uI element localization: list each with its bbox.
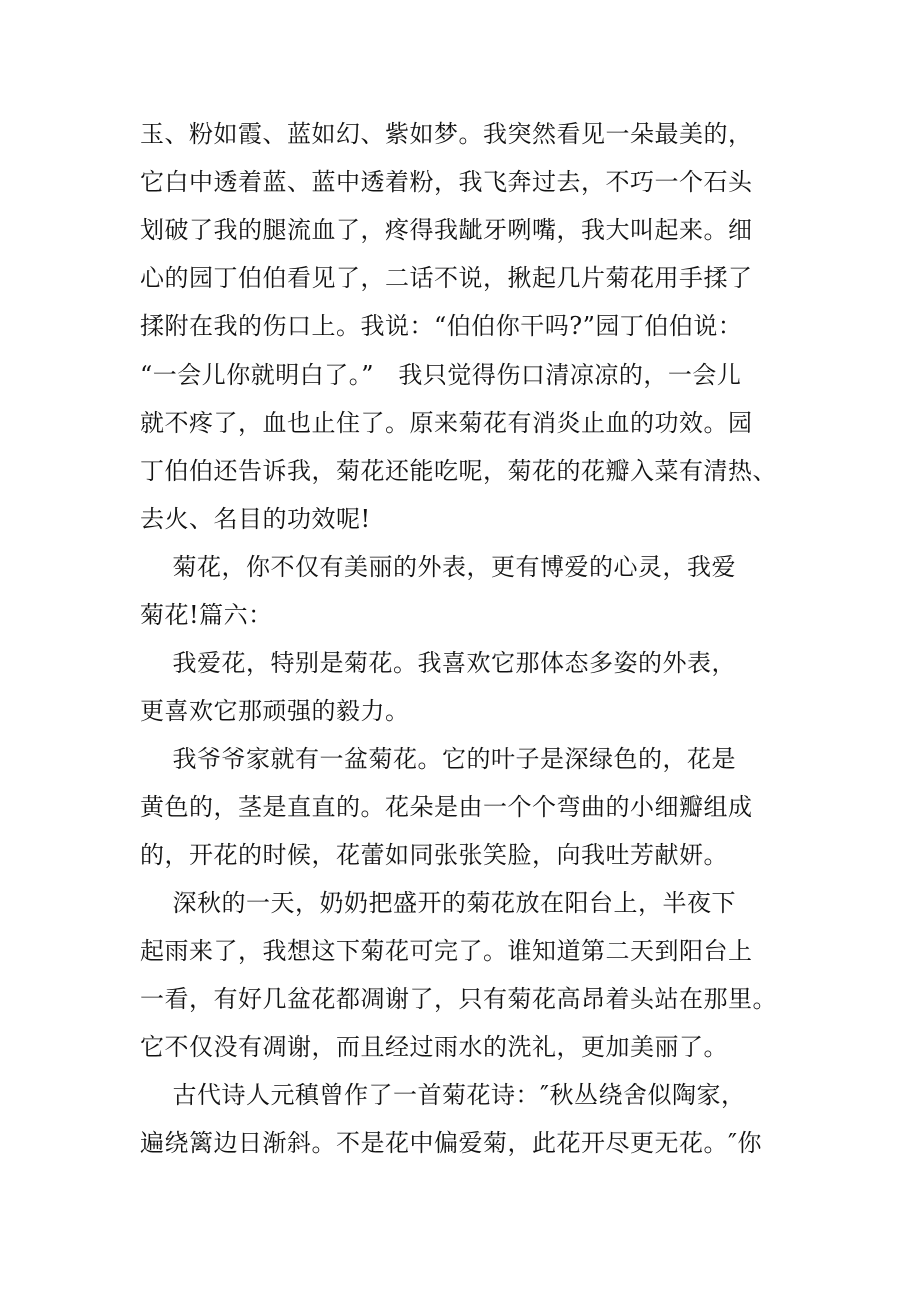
- text-line: 划破了我的腿流血了，疼得我龇牙咧嘴，我大叫起来。细: [140, 216, 753, 244]
- text-line: 遍绕篱边日渐斜。不是花中偏爱菊，此花开尽更无花。″你: [140, 1129, 762, 1157]
- text-line: 去火、名目的功效呢!: [140, 505, 371, 533]
- text-line: 深秋的一天，奶奶把盛开的菊花放在阳台上，半夜下: [140, 889, 737, 917]
- text-line: 我爷爷家就有一盆菊花。它的叶子是深绿色的，花是: [140, 745, 737, 773]
- text-line: 心的园丁伯伯看见了，二话不说，揪起几片菊花用手揉了: [140, 264, 753, 292]
- text-line: 更喜欢它那顽强的毅力。: [140, 697, 410, 725]
- text-line: “一会儿你就明白了。” 我只觉得伤口清凉凉的，一会儿: [140, 361, 742, 389]
- text-line: 的，开花的时候，花蕾如同张张笑脸，向我吐芳献妍。: [140, 841, 728, 869]
- text-line: 丁伯伯还告诉我，菊花还能吃呢，菊花的花瓣入菜有清热、: [140, 457, 777, 485]
- text-line: 菊花!篇六：: [140, 601, 273, 629]
- text-line: 黄色的，茎是直直的。花朵是由一个个弯曲的小细瓣组成: [140, 793, 753, 821]
- text-line: 它不仅没有凋谢，而且经过雨水的洗礼，更加美丽了。: [140, 1033, 728, 1061]
- text-line: 我爱花，特别是菊花。我喜欢它那体态多姿的外表，: [140, 649, 737, 677]
- text-line: 玉、粉如霞、蓝如幻、紫如梦。我突然看见一朵最美的，: [140, 120, 753, 148]
- text-line: 起雨来了，我想这下菊花可完了。谁知道第二天到阳台上: [140, 937, 753, 965]
- text-line: 就不疼了，血也止住了。原来菊花有消炎止血的功效。园: [140, 409, 753, 437]
- text-line: 一看，有好几盆花都凋谢了，只有菊花高昂着头站在那里。: [140, 985, 777, 1013]
- text-line: 菊花，你不仅有美丽的外表，更有博爱的心灵，我爱: [140, 553, 737, 581]
- text-line: 它白中透着蓝、蓝中透着粉，我飞奔过去，不巧一个石头: [140, 168, 753, 196]
- text-line: 古代诗人元稹曾作了一首菊花诗：″秋丛绕舍似陶家，: [140, 1081, 746, 1109]
- text-line: 揉附在我的伤口上。我说：“伯伯你干吗?”园丁伯伯说：: [140, 312, 743, 340]
